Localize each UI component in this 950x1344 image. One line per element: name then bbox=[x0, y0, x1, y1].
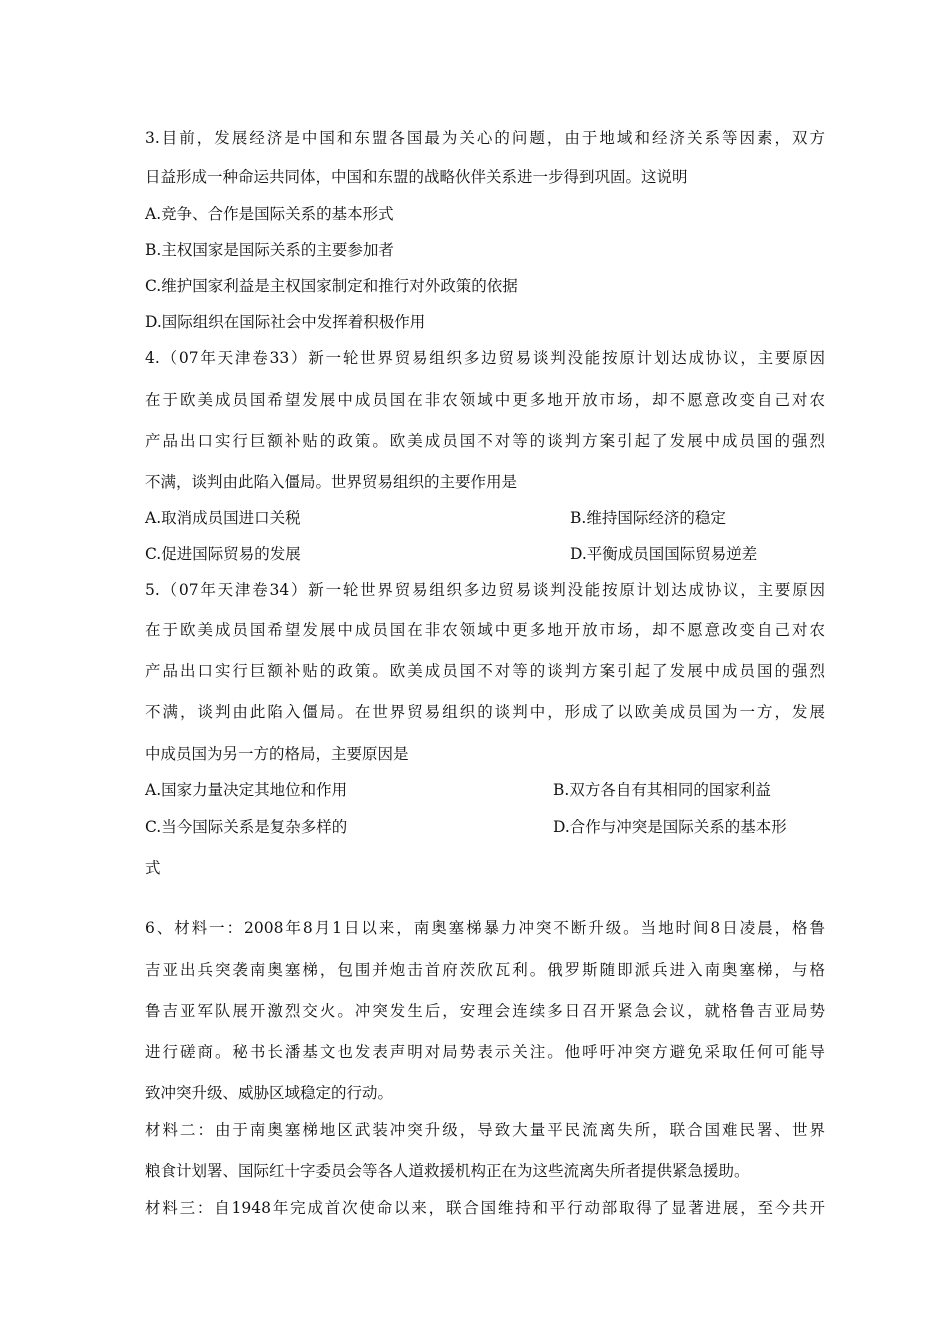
q5-option-c: C.当今国际关系是复杂多样的 bbox=[145, 818, 348, 836]
q5-option-d: D.合作与冲突是国际关系的基本形 bbox=[553, 818, 787, 836]
q6-material1-line-1: 6、材料一：2008年8月1日以来，南奥塞梯暴力冲突不断升级。当地时间8日凌晨，格鲁 bbox=[145, 919, 825, 937]
q6-material1-line-5: 致冲突升级、威胁区域稳定的行动。 bbox=[145, 1084, 394, 1102]
q3-option-d: D.国际组织在国际社会中发挥着积极作用 bbox=[145, 313, 426, 331]
q4-option-b: B.维持国际经济的稳定 bbox=[570, 509, 726, 527]
q5-option-b: B.双方各自有其相同的国家利益 bbox=[553, 781, 771, 799]
q5-option-d-wrap: 式 bbox=[145, 859, 161, 877]
q5-option-a: A.国家力量决定其地位和作用 bbox=[145, 781, 348, 799]
q3-option-b: B.主权国家是国际关系的主要参加者 bbox=[145, 241, 394, 259]
q6-material2-line-2: 粮食计划署、国际红十字委员会等各人道救援机构正在为这些流离失所者提供紧急援助。 bbox=[145, 1162, 750, 1180]
q5-stem-line-2: 在于欧美成员国希望发展中成员国在非农领域中更多地开放市场，却不愿意改变自己对农 bbox=[145, 621, 825, 639]
q3-stem-line-2: 日益形成一种命运共同体，中国和东盟的战略伙伴关系进一步得到巩固。这说明 bbox=[145, 168, 688, 186]
q3-option-c: C.维护国家利益是主权国家制定和推行对外政策的依据 bbox=[145, 277, 518, 295]
q6-material1-line-3: 鲁吉亚军队展开激烈交火。冲突发生后，安理会连续多日召开紧急会议，就格鲁吉亚局势 bbox=[145, 1002, 825, 1020]
q4-stem-line-4: 不满，谈判由此陷入僵局。世界贸易组织的主要作用是 bbox=[145, 473, 518, 491]
q5-stem-line-3: 产品出口实行巨额补贴的政策。欧美成员国不对等的谈判方案引起了发展中成员国的强烈 bbox=[145, 662, 825, 680]
q3-stem-line-1: 3.目前，发展经济是中国和东盟各国最为关心的问题，由于地域和经济关系等因素，双方 bbox=[145, 129, 825, 147]
q4-option-c: C.促进国际贸易的发展 bbox=[145, 545, 301, 563]
q6-material2-line-1: 材料二：由于南奥塞梯地区武装冲突升级，导致大量平民流离失所，联合国难民署、世界 bbox=[145, 1121, 825, 1139]
q6-material1-line-2: 吉亚出兵突袭南奥塞梯，包围并炮击首府茨欣瓦利。俄罗斯随即派兵进入南奥塞梯，与格 bbox=[145, 961, 825, 979]
q6-material1-line-4: 进行磋商。秘书长潘基文也发表声明对局势表示关注。他呼吁冲突方避免采取任何可能导 bbox=[145, 1043, 825, 1061]
q4-stem-line-1: 4.（07年天津卷33）新一轮世界贸易组织多边贸易谈判没能按原计划达成协议，主要原因 bbox=[145, 349, 825, 367]
q3-option-a: A.竞争、合作是国际关系的基本形式 bbox=[145, 205, 394, 223]
q5-stem-line-5: 中成员国为另一方的格局，主要原因是 bbox=[145, 745, 409, 763]
q6-material3-line-1: 材料三：自1948年完成首次使命以来，联合国维持和平行动部取得了显著进展，至今共开 bbox=[145, 1199, 825, 1217]
q5-stem-line-1: 5.（07年天津卷34）新一轮世界贸易组织多边贸易谈判没能按原计划达成协议，主要原因 bbox=[145, 581, 825, 599]
q4-stem-line-2: 在于欧美成员国希望发展中成员国在非农领域中更多地开放市场，却不愿意改变自己对农 bbox=[145, 391, 825, 409]
q4-stem-line-3: 产品出口实行巨额补贴的政策。欧美成员国不对等的谈判方案引起了发展中成员国的强烈 bbox=[145, 432, 825, 450]
q4-option-d: D.平衡成员国国际贸易逆差 bbox=[570, 545, 758, 563]
q5-stem-line-4: 不满，谈判由此陷入僵局。在世界贸易组织的谈判中，形成了以欧美成员国为一方，发展 bbox=[145, 703, 825, 721]
q4-option-a: A.取消成员国进口关税 bbox=[145, 509, 301, 527]
